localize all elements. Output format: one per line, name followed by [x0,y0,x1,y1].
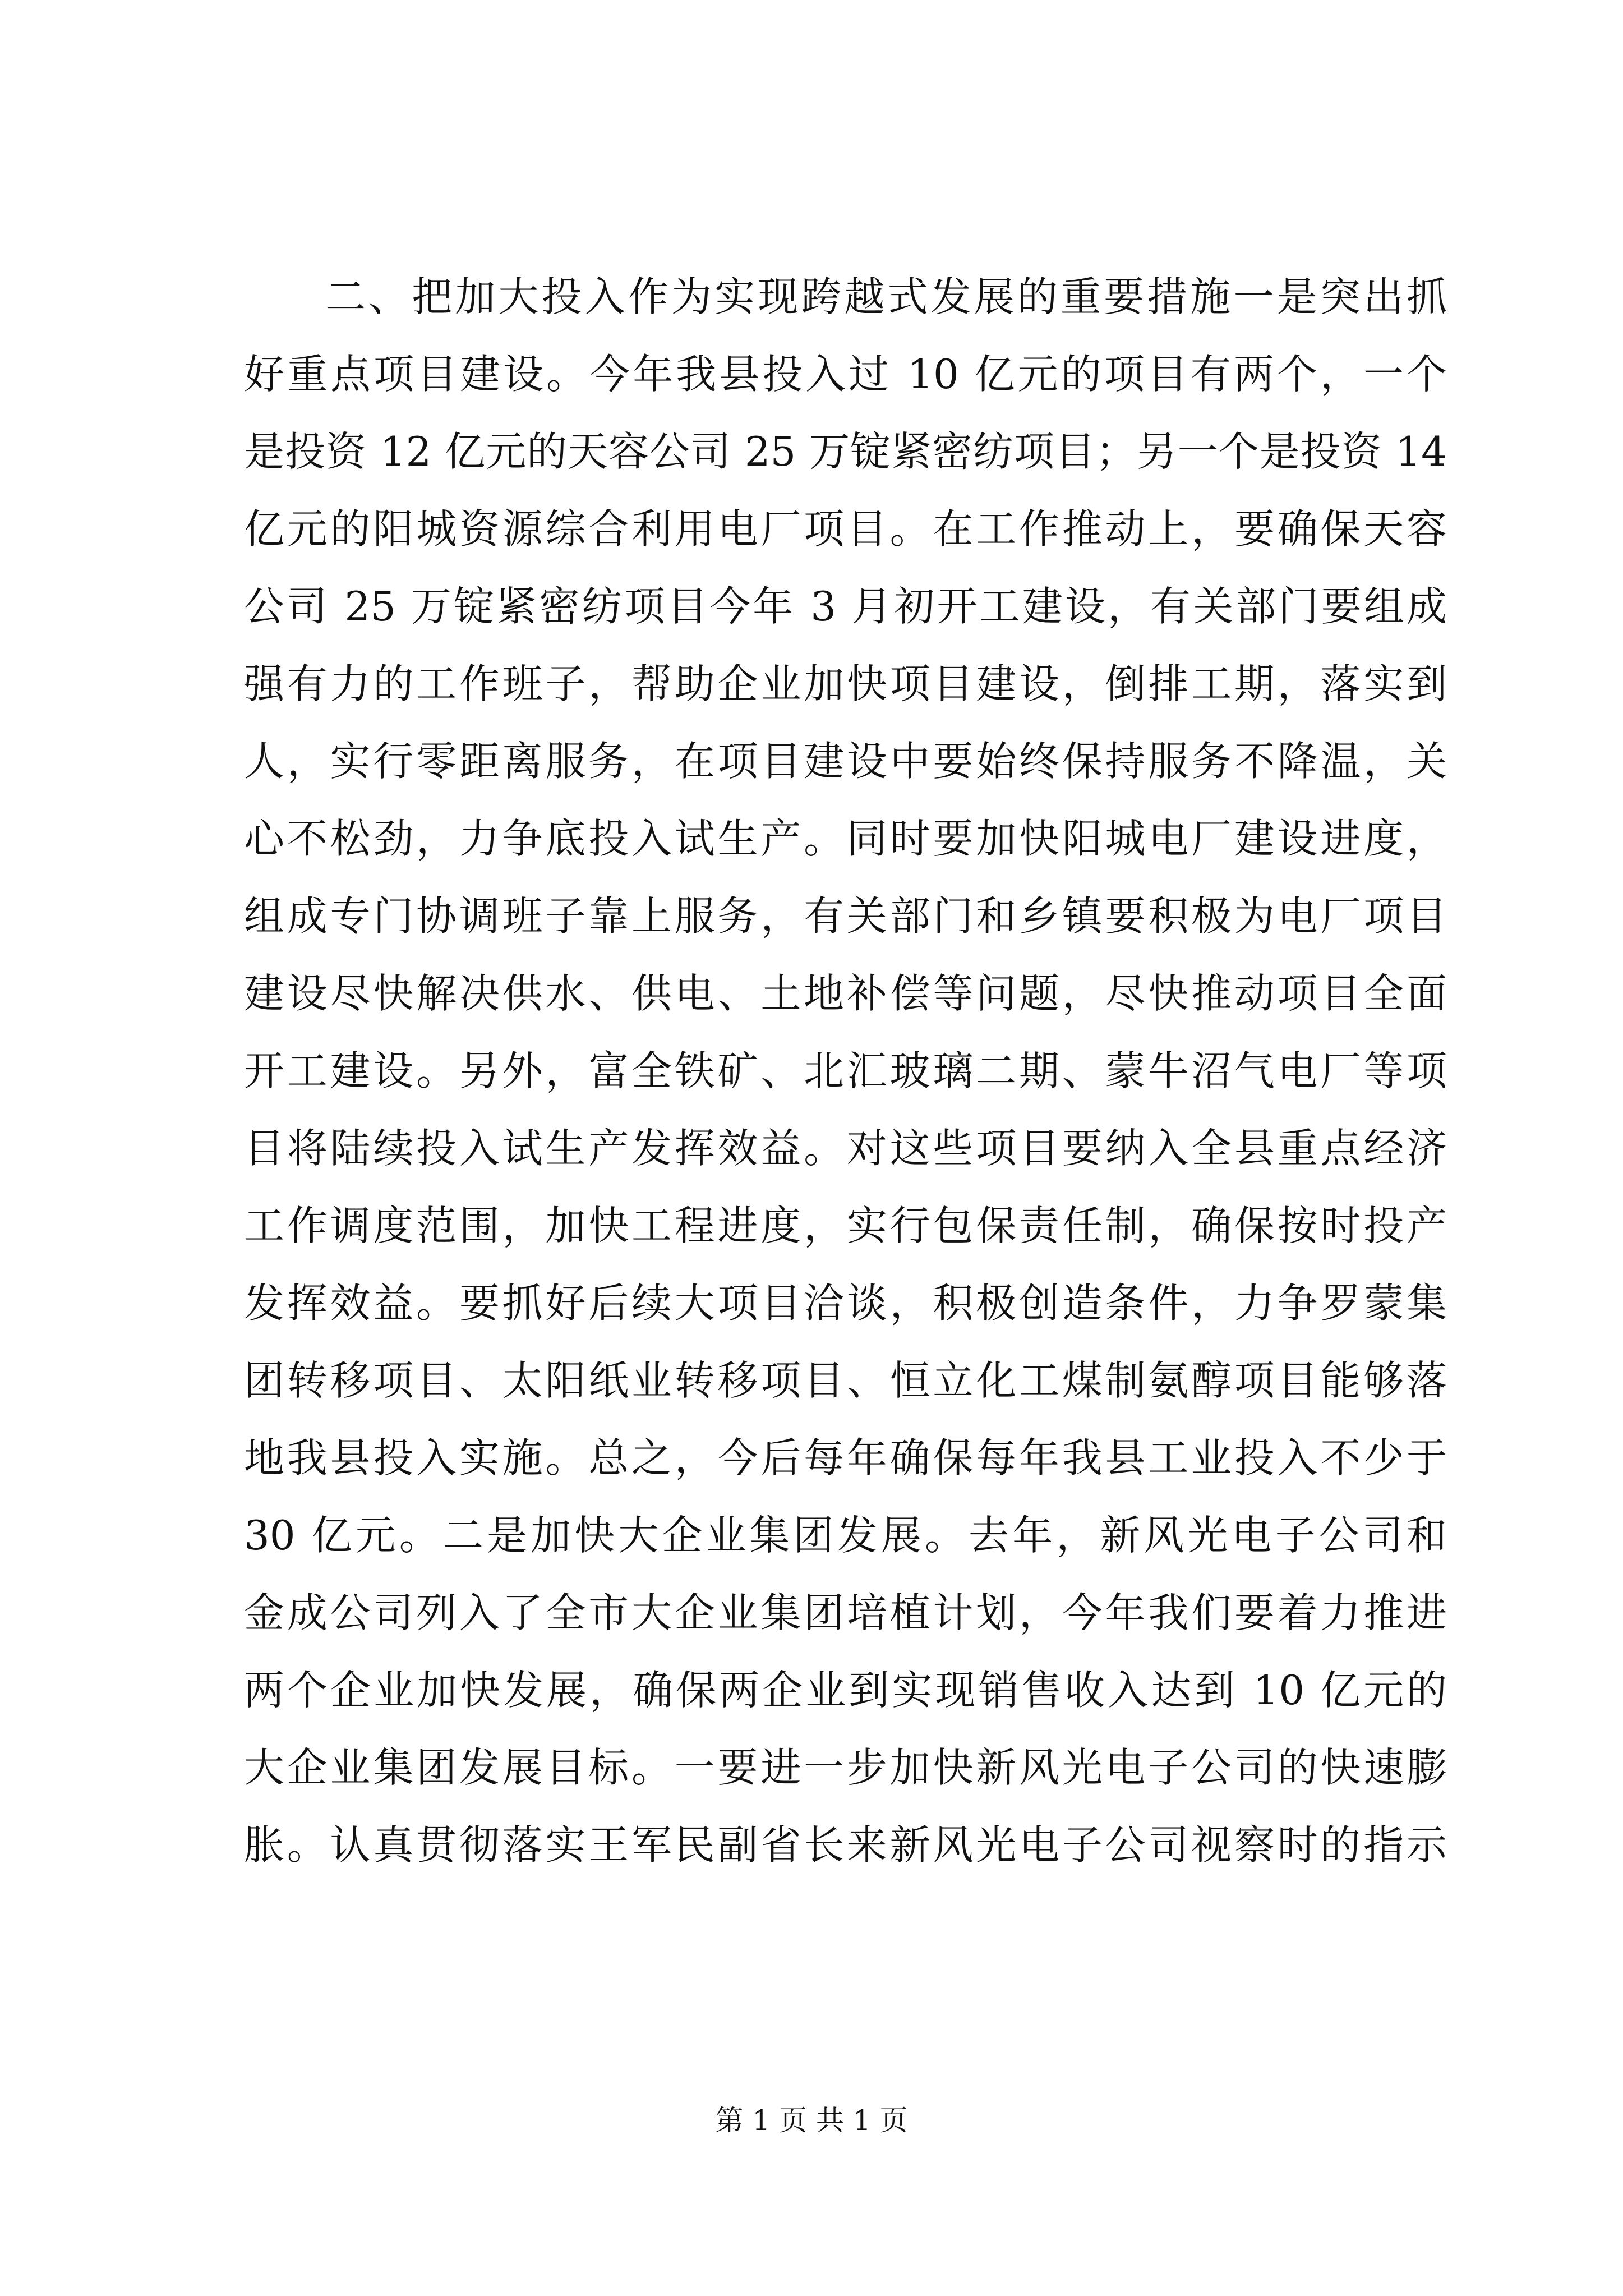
paragraph-line: 人，实行零距离服务，在项目建设中要始终保持服务不降温，关 [244,738,1447,785]
paragraph-line: 金成公司列入了全市大企业集团培植计划，今年我们要着力推进 [244,1589,1447,1636]
paragraph-line: 建设尽快解决供水、供电、土地补偿等问题，尽快推动项目全面 [244,970,1447,1017]
paragraph-line: 大企业集团发展目标。一要进一步加快新风光电子公司的快速膨 [244,1744,1447,1791]
paragraph-line: 亿元的阳城资源综合利用电厂项目。在工作推动上，要确保天容 [244,505,1447,553]
paragraph-line: 两个企业加快发展，确保两企业到实现销售收入达到 10 亿元的 [244,1667,1447,1714]
paragraph-line: 胀。认真贯彻落实王军民副省长来新风光电子公司视察时的指示 [244,1821,1447,1869]
paragraph-line: 心不松劲，力争底投入试生产。同时要加快阳城电厂建设进度， [244,815,1447,862]
page-footer: 第 1 页 共 1 页 [715,2104,908,2137]
paragraph-line: 工作调度范围，加快工程进度，实行包保责任制，确保按时投产 [244,1202,1447,1249]
paragraph-line: 组成专门协调班子靠上服务，有关部门和乡镇要积极为电厂项目 [244,892,1447,940]
paragraph-line: 目将陆续投入试生产发挥效益。对这些项目要纳入全县重点经济 [244,1125,1447,1172]
paragraph-line: 是投资 12 亿元的天容公司 25 万锭紧密纺项目；另一个是投资 14 [244,428,1447,475]
paragraph-line: 团转移项目、太阳纸业转移项目、恒立化工煤制氨醇项目能够落 [244,1357,1447,1404]
paragraph-line: 强有力的工作班子，帮助企业加快项目建设，倒排工期，落实到 [244,660,1447,707]
paragraph-line: 公司 25 万锭紧密纺项目今年 3 月初开工建设，有关部门要组成 [244,583,1447,630]
paragraph-line: 30 亿元。二是加快大企业集团发展。去年，新风光电子公司和 [244,1512,1447,1559]
paragraph-line: 好重点项目建设。今年我县投入过 10 亿元的项目有两个，一个 [244,351,1447,398]
paragraph-line: 发挥效益。要抓好后续大项目洽谈，积极创造条件，力争罗蒙集 [244,1280,1447,1327]
paragraph-line: 开工建设。另外，富全铁矿、北汇玻璃二期、蒙牛沼气电厂等项 [244,1047,1447,1094]
body-paragraph [244,258,1447,1884]
paragraph-line: 地我县投入实施。总之，今后每年确保每年我县工业投入不少于 [244,1434,1447,1481]
paragraph-line: 二、把加大投入作为实现跨越式发展的重要措施一是突出抓 [325,273,1447,320]
